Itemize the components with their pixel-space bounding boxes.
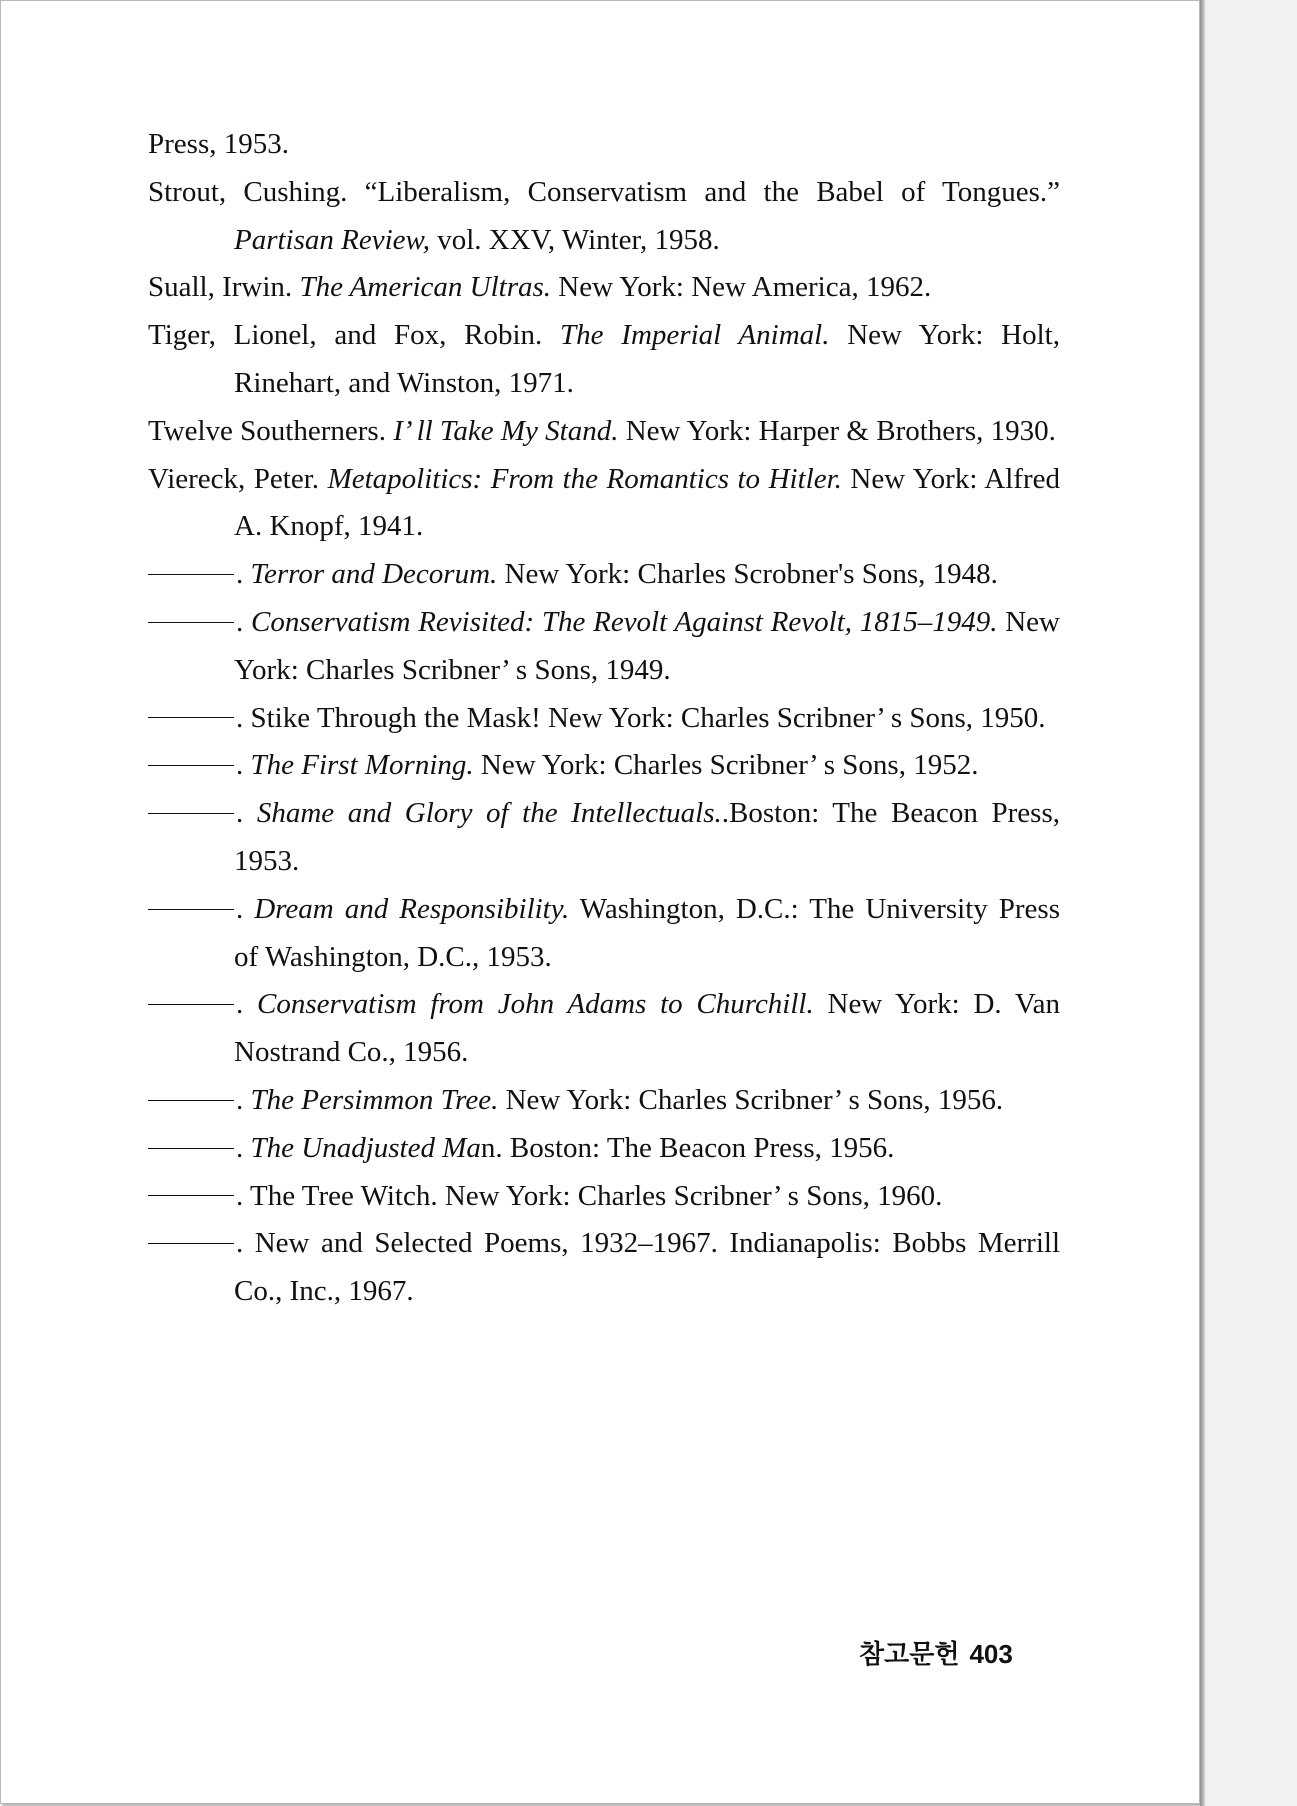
- entry-title: I’ ll Take My Stand.: [393, 414, 619, 447]
- entry-publication: New York: Alfred A. Knopf, 1941.: [234, 462, 1060, 543]
- bibliography-entry: [148, 790, 1060, 886]
- entry-author: Tiger, Lionel, and Fox, Robin.: [148, 319, 561, 352]
- repeated-author-dash: [148, 716, 234, 718]
- entry-author: .: [236, 1179, 250, 1212]
- entry-author: Strout, Cushing. “Liberalism, Conservatism and the Babel of Tongues.”: [148, 175, 1060, 208]
- entry-publication: Washington, D.C.: The University Press of Washington, D.C., 1953.: [234, 892, 1061, 973]
- entry-title: The First Morning.: [250, 749, 474, 782]
- bibliography-entry: [148, 981, 1060, 1077]
- entry-title: Terror and Decorum.: [250, 558, 498, 591]
- entry-title: The American Ultras.: [299, 271, 552, 304]
- entry-author: Suall, Irwin.: [148, 271, 300, 304]
- bibliography-entry: [148, 886, 1060, 982]
- entry-author: .: [236, 1131, 251, 1164]
- viewer-gutter: [1205, 0, 1297, 1806]
- entry-author: .: [236, 1227, 255, 1260]
- entry-title: Metapolitics: From the Romantics to Hitler.: [327, 462, 842, 495]
- entry-author: .: [236, 1083, 251, 1116]
- entry-author: .: [236, 749, 251, 782]
- bibliography-entry: [148, 312, 1060, 408]
- bibliography-entry: [148, 1173, 1060, 1221]
- entry-publication: vol. XXV, Winter, 1958.: [429, 223, 720, 256]
- entry-publication: New York: Charles Scribner’ s Sons, 1949.: [234, 605, 1060, 686]
- entry-publication: New and Selected Poems, 1932–1967. Indianapolis: Bobbs Merrill Co., Inc., 1967.: [234, 1227, 1060, 1308]
- entry-author: Twelve Southerners.: [148, 414, 394, 447]
- entry-title: Partisan Review,: [234, 223, 430, 256]
- entry-publication: Press, 1953.: [148, 128, 289, 160]
- entry-author: .: [236, 797, 257, 830]
- entry-title: The Imperial Animal.: [560, 319, 830, 352]
- bibliography-entry: [148, 551, 1060, 599]
- entry-publication: New York: Holt, Rinehart, and Winston, 1971.: [234, 319, 1060, 399]
- entry-publication: New York: Charles Scribner’ s Sons, 1952.: [473, 749, 979, 782]
- bibliography-entry: [148, 599, 1060, 695]
- repeated-author-dash: [148, 908, 234, 910]
- bibliography-entry: [148, 695, 1060, 743]
- bibliography-entry: [148, 456, 1060, 552]
- entry-title: The Unadjusted Ma: [250, 1131, 481, 1164]
- entry-author: .: [236, 605, 251, 638]
- entry-author: .: [236, 701, 251, 734]
- entry-author: Viereck, Peter.: [148, 462, 328, 495]
- entry-author: .: [236, 988, 258, 1021]
- entry-publication: New York: New America, 1962.: [551, 271, 932, 304]
- bibliography-entry: [148, 169, 1060, 265]
- repeated-author-dash: [148, 1099, 234, 1101]
- entry-publication: Stike Through the Mask! New York: Charles Scribner’ s Sons, 1950.: [250, 701, 1046, 734]
- repeated-author-dash: [148, 1003, 234, 1005]
- repeated-author-dash: [148, 1147, 234, 1149]
- repeated-author-dash: [148, 1194, 234, 1196]
- bibliography-entry: [148, 121, 1060, 169]
- bibliography-entry: [148, 408, 1060, 456]
- entry-author: .: [236, 892, 255, 925]
- entry-title: The Persimmon Tree.: [250, 1083, 499, 1116]
- repeated-author-dash: [148, 573, 234, 575]
- repeated-author-dash: [148, 621, 234, 623]
- bibliography-entry: [148, 742, 1060, 790]
- entry-title: Conservatism from John Adams to Churchill.: [257, 988, 814, 1021]
- repeated-author-dash: [148, 812, 234, 814]
- entry-publication: New York: Charles Scrobner's Sons, 1948.: [497, 558, 998, 591]
- entry-title: Dream and Responsibility.: [254, 892, 570, 925]
- bibliography-entry: [148, 1077, 1060, 1125]
- entry-author: .: [236, 558, 251, 591]
- page-footer: [859, 1634, 1013, 1671]
- entry-publication: .Boston: The Beacon Press, 1953.: [234, 797, 1060, 877]
- entry-publication: n. Boston: The Beacon Press, 1956.: [480, 1131, 895, 1164]
- entry-title: Conservatism Revisited: The Revolt Against Revolt, 1815–1949.: [250, 605, 998, 638]
- entry-title: Shame and Glory of the Intellectuals.: [256, 797, 722, 830]
- repeated-author-dash: [148, 764, 234, 766]
- entry-publication: The Tree Witch. New York: Charles Scribner’ s Sons, 1960.: [249, 1179, 943, 1212]
- footer-section-title: 참고문헌: [859, 1639, 960, 1669]
- bibliography-list: [148, 121, 1060, 1316]
- page-number: 403: [969, 1639, 1013, 1669]
- repeated-author-dash: [148, 1242, 234, 1244]
- bibliography-entry: [148, 264, 1060, 312]
- entry-publication: New York: Harper & Brothers, 1930.: [618, 414, 1056, 447]
- bibliography-entry: [148, 1125, 1060, 1173]
- bibliography-entry: [148, 1220, 1060, 1316]
- entry-publication: New York: Charles Scribner’ s Sons, 1956.: [498, 1083, 1004, 1116]
- entry-publication: New York: D. Van Nostrand Co., 1956.: [234, 988, 1060, 1069]
